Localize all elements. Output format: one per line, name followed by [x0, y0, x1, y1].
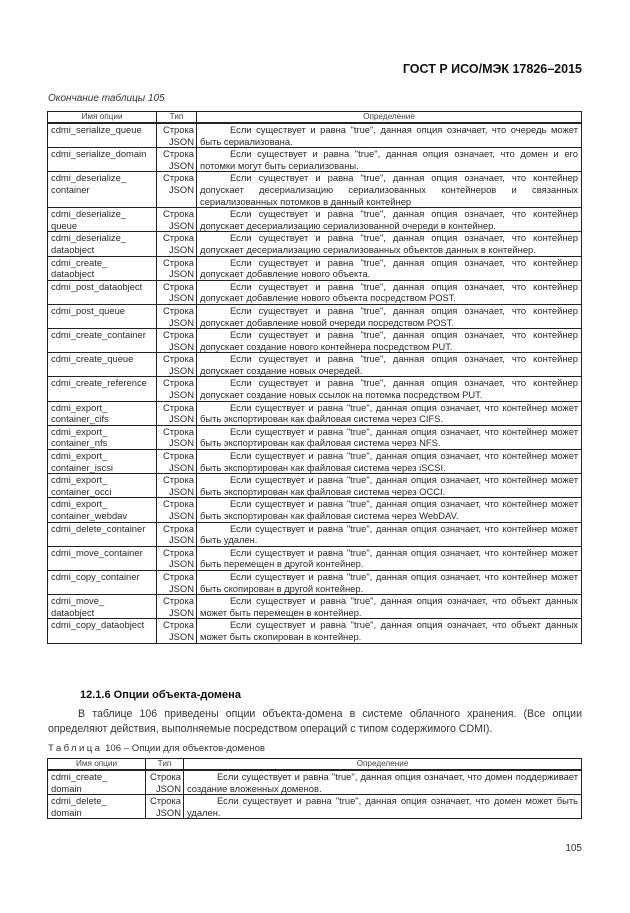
type-line-1: Строка [162, 474, 194, 486]
option-name-cell [48, 770, 146, 795]
type-line-1: Строка [162, 450, 194, 462]
option-name: container [51, 183, 90, 195]
table-row [48, 770, 582, 795]
option-definition-cell [197, 619, 582, 643]
table-row [48, 401, 582, 425]
option-type-cell [157, 280, 197, 304]
option-name: cdmi_deserialize_ [51, 208, 127, 220]
option-type-cell [157, 401, 197, 425]
table-row [48, 280, 582, 304]
document-standard-id: ГОСТ Р ИСО/МЭК 17826–2015 [402, 62, 582, 76]
option-name: domain [51, 806, 82, 818]
type-line-1: Строка [162, 329, 194, 341]
option-name-cell [48, 795, 146, 819]
table-row [48, 208, 582, 232]
option-name: container_cifs [51, 413, 109, 425]
option-definition-cell [197, 123, 582, 148]
option-name: domain [51, 782, 82, 794]
type-line-2: JSON [168, 582, 194, 594]
type-line-2: JSON [168, 558, 194, 570]
type-line-2: JSON [168, 268, 194, 280]
option-name-cell [48, 474, 157, 498]
table-106-caption [48, 743, 265, 754]
option-name-cell [48, 401, 157, 425]
option-name: cdmi_serialize_queue [51, 124, 142, 135]
option-type-cell [157, 208, 197, 232]
option-definition-cell [197, 570, 582, 594]
option-name-cell [48, 570, 157, 594]
table-row [48, 498, 582, 522]
option-name-cell [48, 425, 157, 449]
option-name-cell [48, 498, 157, 522]
type-line-1: Строка [162, 304, 194, 316]
option-name-cell [48, 522, 157, 546]
option-type-cell [157, 450, 197, 474]
option-name: dataobject [51, 243, 95, 255]
option-type-cell [157, 256, 197, 280]
option-definition-cell [184, 795, 582, 819]
type-line-2: JSON [168, 183, 194, 195]
option-name-cell [48, 280, 157, 304]
option-type-cell [157, 304, 197, 328]
table-row [48, 570, 582, 594]
option-definition: Если существует и равна "true", данная опция означает, что контейнер может быть удален. [200, 522, 578, 546]
table-row [48, 304, 582, 328]
option-type-cell [157, 329, 197, 353]
option-name: cdmi_create_ [51, 256, 108, 268]
option-name: cdmi_move_container [51, 546, 143, 558]
option-name: cdmi_post_dataobject [51, 280, 143, 292]
option-name-cell [48, 595, 157, 619]
table-row [48, 353, 582, 377]
option-name-cell [48, 256, 157, 280]
option-definition-cell [197, 208, 582, 232]
option-name-cell [48, 377, 157, 401]
table-header-row [48, 112, 582, 124]
type-line-1: Строка [162, 148, 194, 160]
option-name: cdmi_copy_dataobject [51, 619, 145, 631]
option-definition-cell [197, 522, 582, 546]
option-definition: Если существует и равна "true", данная опция означает, что контейнер допускает добавление новой очереди посредством POST. [200, 304, 578, 328]
type-line-1: Строка [162, 595, 194, 607]
type-line-1: Строка [162, 232, 194, 244]
option-name: cdmi_deserialize_ [51, 172, 127, 184]
type-line-1: Строка [162, 570, 194, 582]
option-definition-cell [197, 304, 582, 328]
type-line-1: Строка [162, 425, 194, 437]
table-row [48, 256, 582, 280]
option-definition-cell [184, 770, 582, 795]
type-line-2: JSON [168, 437, 194, 449]
option-definition: Если существует и равна "true", данная опция означает, что контейнер допускает десериализацию сериализованной очереди в контейнер. [200, 208, 578, 231]
option-definition: Если существует и равна "true", данная опция означает, что объект данных может быть скопирован в контейнер. [200, 619, 578, 642]
table-105-body [48, 123, 582, 643]
option-name: dataobject [51, 268, 95, 280]
paragraph-text: В таблице 106 приведены опции объекта-домена в системе облачного хранения. (Все опции определяют действия, выполняемые посредством операций с типом содержимого CDMI). [48, 708, 582, 735]
type-line-1: Строка [162, 256, 194, 268]
type-line-2: JSON [168, 364, 194, 376]
option-name: cdmi_delete_container [51, 522, 146, 534]
type-line-2: JSON [168, 510, 194, 521]
option-name: container_iscsi [51, 461, 114, 473]
type-line-1: Строка [162, 619, 194, 631]
option-definition: Если существует и равна "true", данная опция означает, что домен может быть удален. [187, 795, 578, 818]
option-name: cdmi_export_ [51, 401, 108, 413]
option-definition-cell [197, 148, 582, 172]
table-row [48, 450, 582, 474]
option-type-cell [157, 377, 197, 401]
column-header-type: Тип [157, 112, 197, 124]
option-name: cdmi_create_queue [51, 353, 134, 365]
type-line-1: Строка [149, 795, 181, 807]
table-row [48, 546, 582, 570]
option-name-cell [48, 304, 157, 328]
option-definition: Если существует и равна "true", данная опция означает, что домен поддерживает создание вложенных доменов. [187, 771, 578, 794]
section-paragraph [48, 707, 582, 737]
type-line-2: JSON [168, 340, 194, 352]
column-header-option-name: Имя опции [48, 112, 157, 124]
table-row [48, 522, 582, 546]
type-line-1: Строка [162, 208, 194, 220]
type-line-2: JSON [168, 485, 194, 497]
option-name-cell [48, 232, 157, 256]
option-type-cell [146, 770, 184, 795]
option-definition: Если существует и равна "true", данная опция означает, что контейнер допускает добавление нового объекта посредством POST. [200, 280, 578, 304]
option-type-cell [157, 425, 197, 449]
option-definition: Если существует и равна "true", данная опция означает, что контейнер может быть экспортирован как файловая система через WebDAV. [200, 498, 578, 521]
option-definition: Если существует и равна "true", данная опция означает, что домен и его потомки могут быть сериализованы. [200, 148, 578, 171]
option-name-cell [48, 450, 157, 474]
option-type-cell [157, 619, 197, 643]
option-definition: Если существует и равна "true", данная опция означает, что контейнер может быть экспортирован как файловая система через iSCSI. [200, 450, 578, 473]
option-name: cdmi_move_ [51, 595, 105, 607]
option-definition: Если существует и равна "true", данная опция означает, что контейнер допускает десериализацию сериализованных объектов данных в контейнер. [200, 232, 578, 255]
option-name-cell [48, 329, 157, 353]
option-definition-cell [197, 256, 582, 280]
type-line-2: JSON [168, 630, 194, 642]
type-line-1: Строка [149, 771, 181, 782]
option-definition-cell [197, 377, 582, 401]
table-106-body [48, 770, 582, 819]
option-type-cell [157, 353, 197, 377]
type-line-1: Строка [162, 280, 194, 292]
option-name: cdmi_delete_ [51, 795, 107, 807]
table-105 [47, 111, 582, 644]
type-line-2: JSON [168, 135, 194, 147]
option-type-cell [157, 172, 197, 208]
type-line-2: JSON [168, 534, 194, 546]
table-header-row [48, 759, 582, 771]
type-line-2: JSON [168, 389, 194, 401]
caption-prefix: Таблица [48, 743, 103, 754]
option-type-cell [157, 123, 197, 148]
column-header-type: Тип [146, 759, 184, 771]
option-name: container_occi [51, 485, 112, 497]
option-definition-cell [197, 474, 582, 498]
type-line-1: Строка [162, 124, 194, 135]
option-type-cell [157, 570, 197, 594]
table-row [48, 148, 582, 172]
caption-title: 106 – Опции для объектов-доменов [102, 743, 266, 754]
option-definition-cell [197, 546, 582, 570]
table-row [48, 425, 582, 449]
type-line-2: JSON [168, 316, 194, 328]
option-type-cell [146, 795, 184, 819]
option-definition-cell [197, 232, 582, 256]
option-definition-cell [197, 280, 582, 304]
option-name-cell [48, 546, 157, 570]
option-name: cdmi_deserialize_ [51, 232, 127, 244]
table-row [48, 329, 582, 353]
option-name-cell [48, 172, 157, 208]
option-definition: Если существует и равна "true", данная опция означает, что очередь может быть сериализована. [200, 124, 578, 147]
option-name-cell [48, 148, 157, 172]
column-header-definition: Определение [184, 759, 582, 771]
option-name: cdmi_export_ [51, 474, 108, 486]
type-line-2: JSON [168, 413, 194, 425]
option-definition-cell [197, 425, 582, 449]
option-name: cdmi_export_ [51, 498, 108, 510]
column-header-option-name: Имя опции [48, 759, 146, 771]
type-line-1: Строка [162, 401, 194, 413]
option-definition: Если существует и равна "true", данная опция означает, что контейнер допускает десериализацию сериализованных контейнеров и связанных сериализованных потомков в данный контейнер [200, 172, 578, 207]
type-line-1: Строка [162, 377, 194, 389]
type-line-1: Строка [162, 546, 194, 558]
table-row [48, 377, 582, 401]
option-name: cdmi_export_ [51, 450, 108, 462]
section-heading: 12.1.6 Опции объекта-домена [80, 689, 241, 701]
type-line-2: JSON [168, 461, 194, 473]
table-105-continuation-caption: Окончание таблицы 105 [48, 93, 165, 104]
option-name: dataobject [51, 606, 95, 618]
option-name: cdmi_create_ [51, 771, 108, 782]
option-definition: Если существует и равна "true", данная опция означает, что контейнер допускает добавление нового объекта. [200, 256, 578, 280]
option-name: cdmi_export_ [51, 425, 108, 437]
option-type-cell [157, 148, 197, 172]
option-type-cell [157, 498, 197, 522]
type-line-2: JSON [168, 159, 194, 171]
option-definition: Если существует и равна "true", данная опция означает, что контейнер может быть перемещен в другой контейнер. [200, 546, 578, 570]
option-definition-cell [197, 401, 582, 425]
option-name-cell [48, 123, 157, 148]
option-definition-cell [197, 353, 582, 377]
option-definition: Если существует и равна "true", данная опция означает, что контейнер может быть экспортирован как файловая система через CIFS. [200, 401, 578, 425]
option-definition-cell [197, 172, 582, 208]
option-definition: Если существует и равна "true", данная опция означает, что контейнер допускает создание нового контейнера посредством PUT. [200, 329, 578, 352]
type-line-1: Строка [162, 522, 194, 534]
option-definition: Если существует и равна "true", данная опция означает, что объект данных может быть перемещен в контейнер. [200, 595, 578, 618]
table-106 [47, 758, 582, 819]
type-line-1: Строка [162, 498, 194, 510]
option-definition: Если существует и равна "true", данная опция означает, что контейнер допускает создание новых ссылок на потомка посредством PUT. [200, 377, 578, 401]
table-row [48, 795, 582, 819]
option-name: queue [51, 219, 78, 231]
table-row [48, 474, 582, 498]
option-definition: Если существует и равна "true", данная опция означает, что контейнер может быть экспортирован как файловая система через OCCI. [200, 474, 578, 497]
option-definition-cell [197, 450, 582, 474]
option-definition: Если существует и равна "true", данная опция означает, что контейнер допускает создание новых очередей. [200, 353, 578, 376]
table-row [48, 172, 582, 208]
type-line-2: JSON [168, 292, 194, 304]
table-row [48, 123, 582, 148]
option-type-cell [157, 232, 197, 256]
option-name: cdmi_serialize_domain [51, 148, 147, 160]
type-line-2: JSON [155, 782, 181, 794]
option-definition-cell [197, 329, 582, 353]
option-type-cell [157, 595, 197, 619]
option-name: container_nfs [51, 437, 108, 449]
option-name-cell [48, 353, 157, 377]
option-definition: Если существует и равна "true", данная опция означает, что контейнер может быть скопирован в другой контейнер. [200, 570, 578, 594]
option-name: cdmi_copy_container [51, 570, 140, 582]
type-line-2: JSON [168, 219, 194, 231]
option-name: cdmi_create_container [51, 329, 146, 341]
option-definition-cell [197, 498, 582, 522]
option-type-cell [157, 474, 197, 498]
option-definition-cell [197, 595, 582, 619]
column-header-definition: Определение [197, 112, 582, 124]
table-row [48, 595, 582, 619]
option-name-cell [48, 619, 157, 643]
option-type-cell [157, 522, 197, 546]
option-name: container_webdav [51, 510, 128, 521]
type-line-1: Строка [162, 353, 194, 365]
type-line-2: JSON [168, 606, 194, 618]
table-row [48, 619, 582, 643]
page-number: 105 [565, 843, 582, 854]
type-line-2: JSON [168, 243, 194, 255]
option-name-cell [48, 208, 157, 232]
table-row [48, 232, 582, 256]
option-type-cell [157, 546, 197, 570]
type-line-2: JSON [155, 806, 181, 818]
option-definition: Если существует и равна "true", данная опция означает, что контейнер может быть экспортирован как файловая система через NFS. [200, 425, 578, 449]
type-line-1: Строка [162, 172, 194, 184]
option-name: cdmi_create_reference [51, 377, 147, 389]
option-name: cdmi_post_queue [51, 304, 126, 316]
